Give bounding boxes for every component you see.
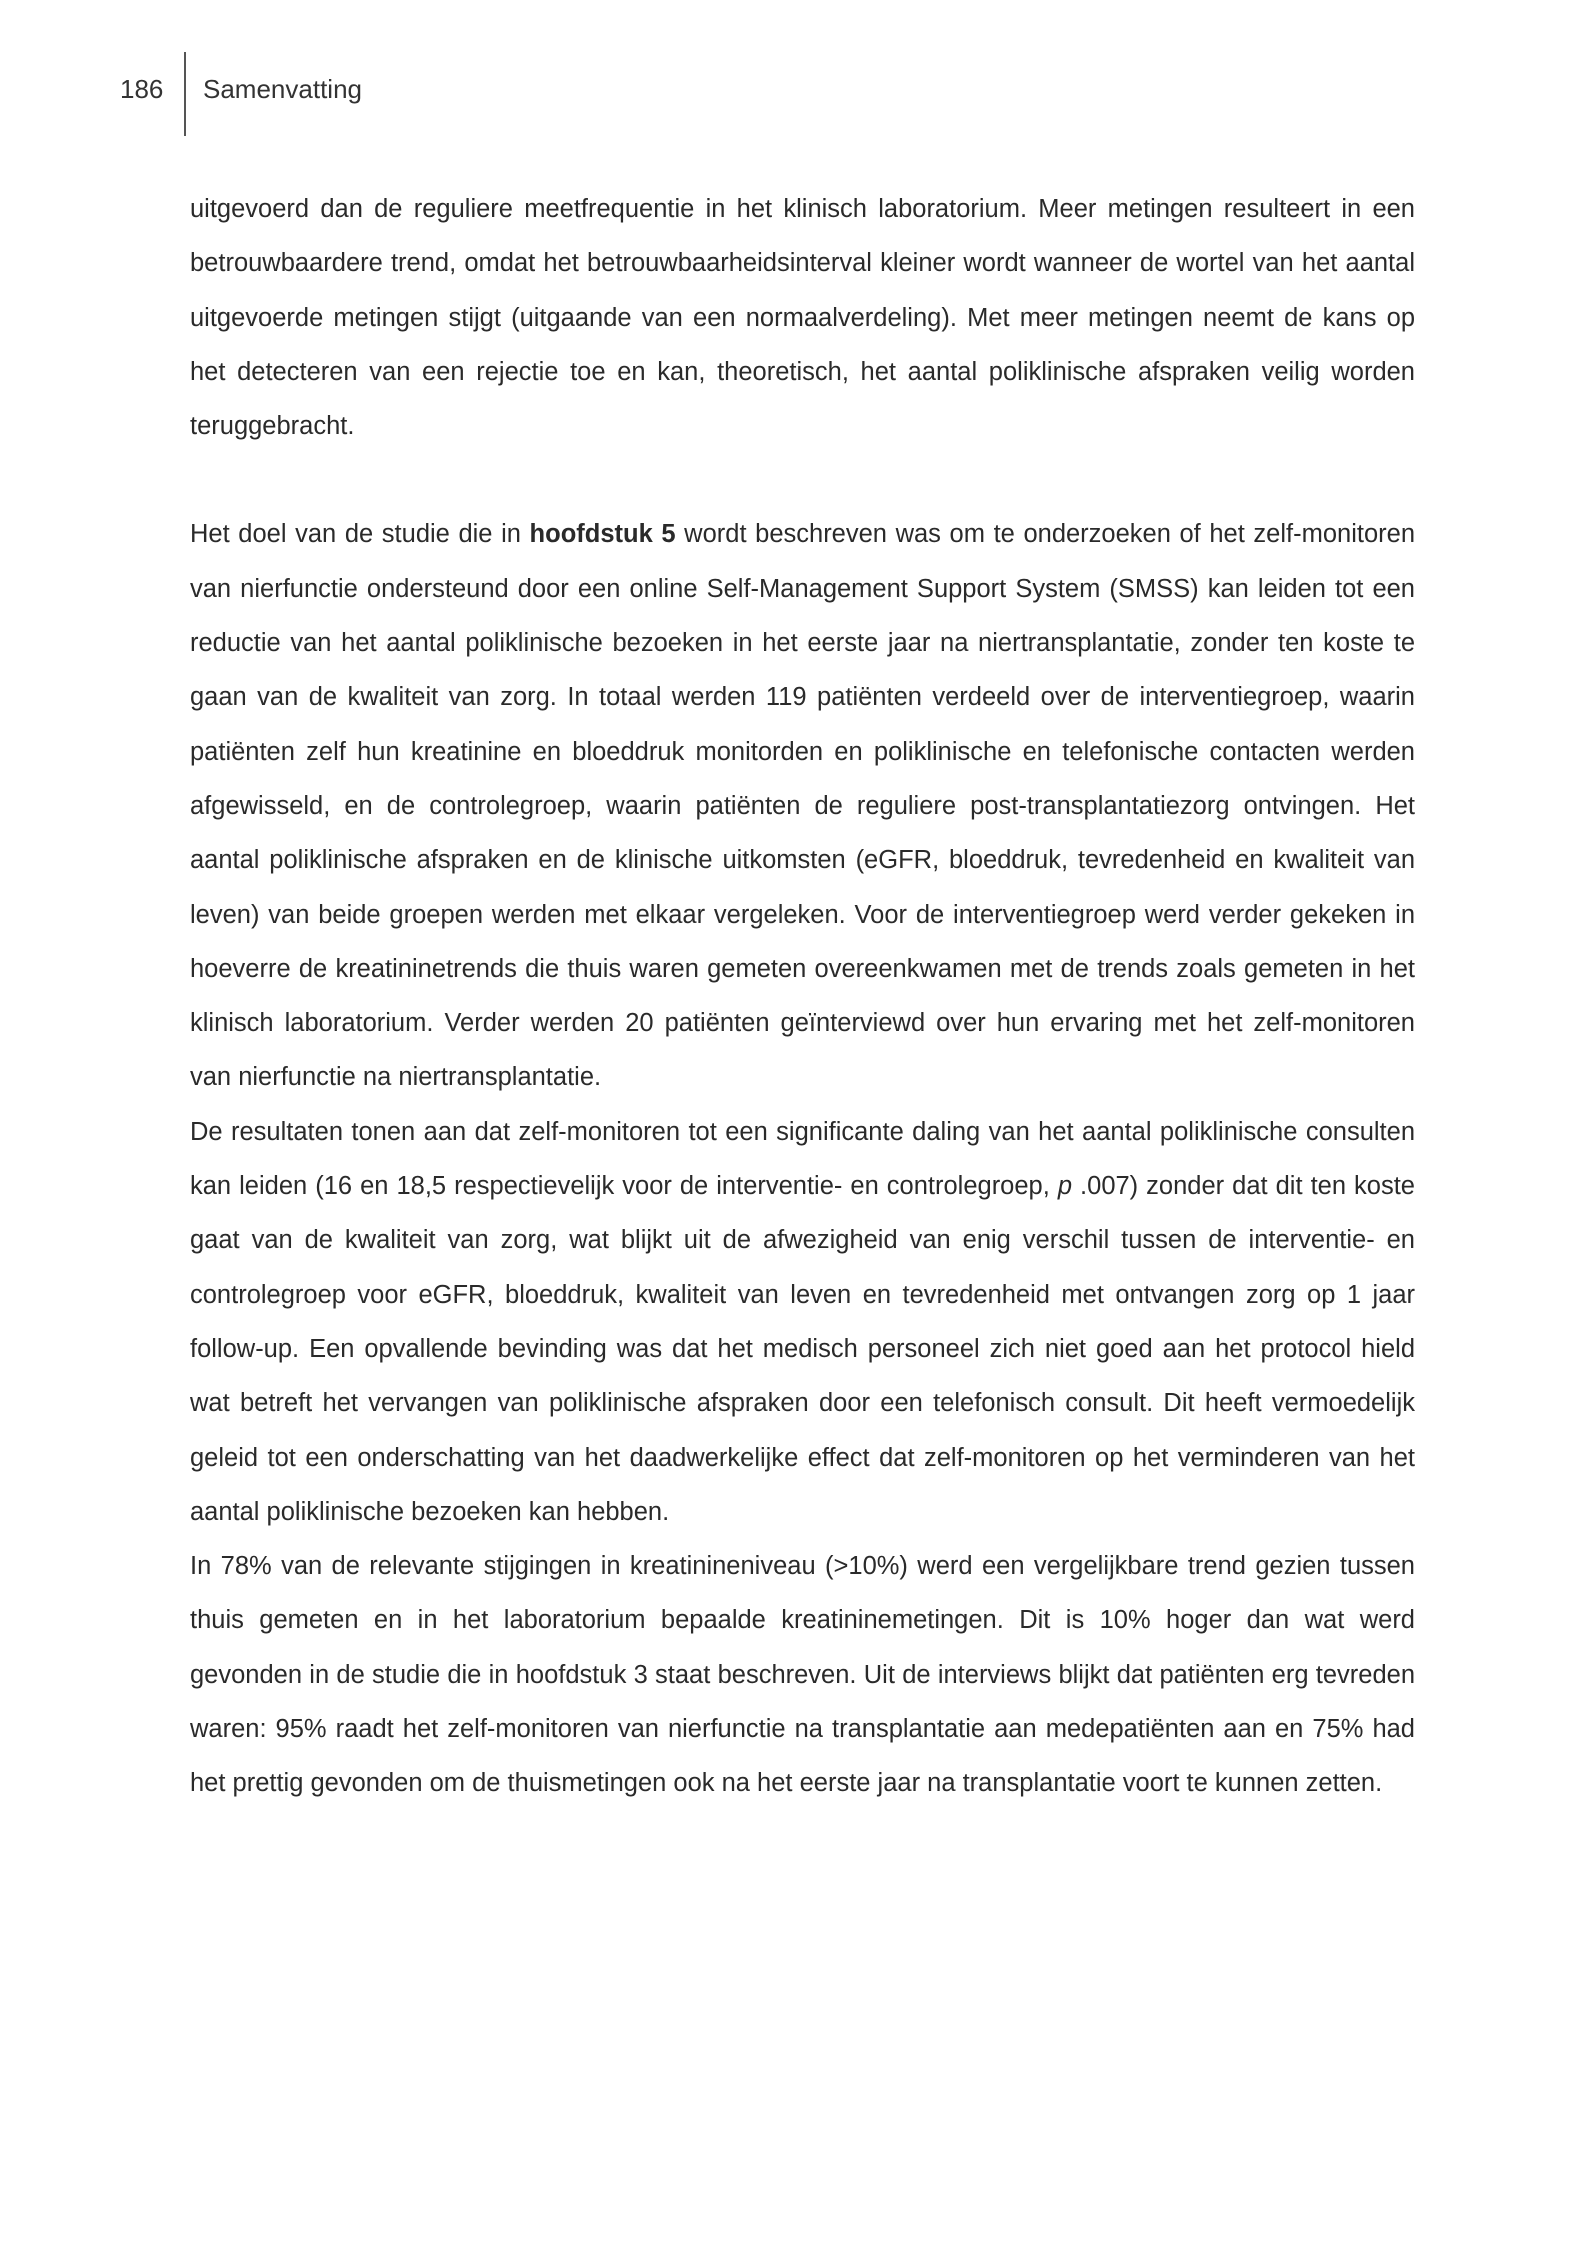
paragraph-2-intro: Het doel van de studie die in bbox=[190, 520, 530, 549]
paragraph-3 bbox=[190, 1105, 1415, 1539]
paragraph-1: uitgevoerd dan de reguliere meetfrequentie in het klinisch laboratorium. Meer metingen resulteert in een betrouwbaardere trend, omdat het betrouwbaarheidsinterval kleiner wordt wanneer de wortel van het aantal uitgevoerde metingen stijgt (uitgaande van een normaalverdeling). Met meer metingen neemt de kans op het detecteren van een rejectie toe en kan, theoretisch, het aantal poliklinische afspraken veilig worden teruggebracht. bbox=[190, 195, 1415, 441]
body-text bbox=[190, 182, 1415, 1811]
p-value-symbol: p bbox=[1057, 1172, 1073, 1201]
paragraph-2 bbox=[190, 507, 1415, 1104]
paragraph-3-intro: De resultaten tonen aan dat zelf-monitoren tot een significante daling van het aantal poliklinische consulten kan leiden (16 en 18,5 respectievelijk voor de interventie- en controlegroep, bbox=[190, 1117, 1415, 1201]
chapter-reference-bold: hoofdstuk 5 bbox=[529, 520, 676, 549]
header-divider bbox=[184, 52, 186, 136]
paragraph-4: In 78% van de relevante stijgingen in kreatinineniveau (>10%) werd een vergelijkbare trend gezien tussen thuis gemeten en in het laboratorium bepaalde kreatininemetingen. Dit is 10% hoger dan wat werd gevonden in de studie die in hoofdstuk 3 staat beschreven. Uit de interviews blijkt dat patiënten erg tevreden waren: 95% raadt het zelf-monitoren van nierfunctie na transplantatie aan medepatiënten aan en 75% had het prettig gevonden om de thuismetingen ook na het eerste jaar na transplantatie voort te kunnen zetten. bbox=[190, 1552, 1415, 1798]
page-number: 186 bbox=[120, 74, 164, 104]
running-title: Samenvatting bbox=[203, 74, 362, 104]
paragraph-3-body: .007) zonder dat dit ten koste gaat van de kwaliteit van zorg, wat blijkt uit de afwezigheid van enig verschil tussen de interventie- en controlegroep voor eGFR, bloeddruk, kwaliteit van leven en tevredenheid met ontvangen zorg op 1 jaar follow-up. Een opvallende bevinding was dat het medisch personeel zich niet goed aan het protocol hield wat betreft het vervangen van poliklinische afspraken door een telefonisch consult. Dit heeft vermoedelijk geleid tot een onderschatting van het daadwerkelijke effect dat zelf-monitoren op het verminderen van het aantal poliklinische bezoeken kan hebben. bbox=[190, 1172, 1415, 1526]
paragraph-2-body: wordt beschreven was om te onderzoeken of het zelf-monitoren van nierfunctie ondersteund door een online Self-Management Support System (SMSS) kan leiden tot een reductie van het aantal poliklinische bezoeken in het eerste jaar na niertransplantatie, zonder ten koste te gaan van de kwaliteit van zorg. In totaal werden 119 patiënten verdeeld over de interventiegroep, waarin patiënten zelf hun kreatinine en bloeddruk monitorden en poliklinische en telefonische contacten werden afgewisseld, en de controlegroep, waarin patiënten de reguliere post-transplantatiezorg ontvingen. Het aantal poliklinische afspraken en de klinische uitkomsten (eGFR, bloeddruk, tevredenheid en kwaliteit van leven) van beide groepen werden met elkaar vergeleken. Voor de interventiegroep werd verder gekeken in hoeverre de kreatininetrends die thuis waren gemeten overeenkwamen met de trends zoals gemeten in het klinisch laboratorium. Verder werden 20 patiënten geïnterviewd over hun ervaring met het zelf-monitoren van nierfunctie na niertransplantatie. bbox=[190, 520, 1416, 1092]
